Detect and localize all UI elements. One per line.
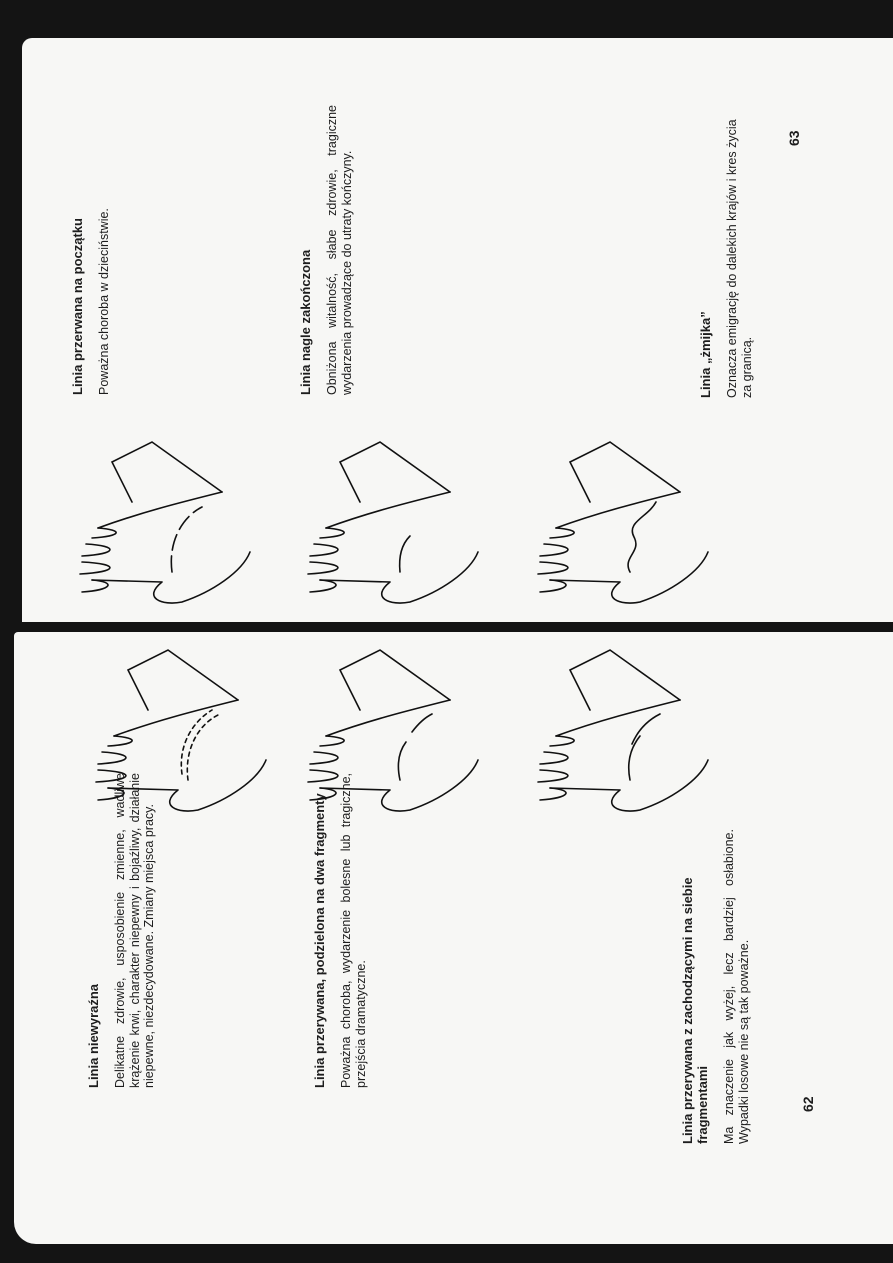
section-title: Linia nagle zakończona bbox=[298, 249, 313, 395]
section-line-split-in-two bbox=[312, 773, 368, 1088]
palm-diagram-split bbox=[300, 640, 540, 820]
palm-diagram-snake bbox=[530, 432, 770, 612]
section-line-faint bbox=[86, 773, 157, 1088]
palm-diagram-overlapping bbox=[530, 640, 770, 820]
section-text: Delikatne zdrowie, usposobienie zmienne, wadliwe krążenie krwi, charakter niepewny i bojaźliwy, działanie niepewne, niezdecydowane. Zmiany miejsca pracy. bbox=[113, 773, 156, 1088]
section-title: Linia przerywana, podzielona na dwa fragmenty bbox=[312, 793, 327, 1088]
section-text: Poważna choroba w dzieciństwie. bbox=[97, 208, 111, 395]
section-text: Obniżona witalność, słabe zdrowie, tragiczne wydarzenia prowadzące do utraty kończyny. bbox=[325, 105, 354, 395]
page-number: 62 bbox=[800, 1096, 816, 1112]
palm-diagram-abrupt-end bbox=[300, 432, 540, 612]
section-line-broken-at-start bbox=[70, 105, 112, 395]
section-title: Linia „żmijka” bbox=[698, 311, 713, 398]
palm-diagram-faint bbox=[88, 640, 328, 820]
page-number: 63 bbox=[786, 130, 802, 146]
palm-diagram-broken-start bbox=[72, 432, 312, 612]
section-title: Linia niewyraźna bbox=[86, 983, 101, 1088]
section-line-overlapping-fragments bbox=[680, 829, 751, 1144]
section-text: Ma znaczenie jak wyżej, lecz bardziej osłabione. Wypadki losowe nie są tak poważne. bbox=[722, 829, 751, 1144]
section-title: Linia przerywana z zachodzącymi na siebie fragmentami bbox=[680, 877, 710, 1144]
section-line-ended-abruptly bbox=[298, 105, 354, 395]
section-text: Oznacza emigrację do dalekich krajów i kres życia za granicą. bbox=[725, 119, 754, 398]
section-snake-line bbox=[698, 108, 754, 398]
section-text: Poważna choroba, wydarzenie bolesne lub tragiczne, przejścia dramatyczne. bbox=[339, 773, 368, 1088]
section-title: Linia przerwana na początku bbox=[70, 218, 85, 395]
